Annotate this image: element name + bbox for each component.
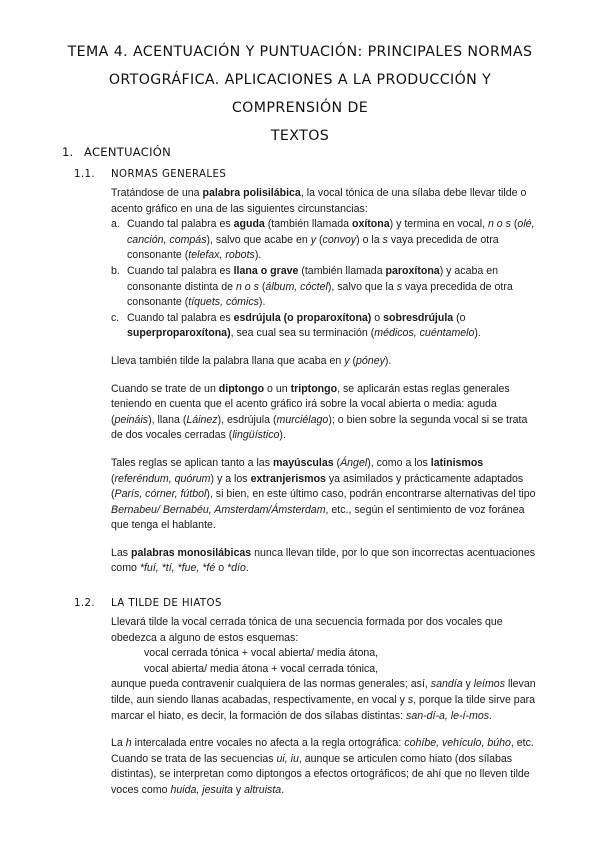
title-line-3: TEXTOS: [270, 128, 330, 144]
document-title: [60, 38, 540, 150]
paragraph-hiato-intro: Llevará tilde la vocal cerrada tónica de una secuencia formada por dos vocales que obedezca a alguno de estos esquemas:: [111, 616, 503, 644]
paragraph-mayusculas: Tales reglas se aplican tanto a las mayúsculas (Ángel), como a los latinismos (referéndum, quórum) y a los extranjerismos ya asimilados y prácticamente adaptados (París, córner, fútbol), si bien, en este último caso, podrán encontrarse alternativas del tipo Bernabeu/ Bernabéu, Amsterdam/Ámsterdam, etc., según el sentimiento de voz foránea que tenga el hablante.: [111, 456, 536, 532]
section-title: ACENTUACIÓN: [84, 145, 172, 159]
tilde-hiatos-body: [111, 615, 541, 799]
paragraph-diptongo: Cuando se trate de un diptongo o un triptongo, se aplicarán estas reglas generales teniendo en cuenta que el acento gráfico irá sobre la vocal abierta o media: aguda (peináis), llana (Láinez), esdrújula (murciélago); o bien sobre la segunda vocal si se trata de dos vocales cerradas (lingüístico).: [111, 382, 528, 442]
subsection-title: NORMAS GENERALES: [111, 169, 227, 180]
subsection-number: 1.1.: [74, 169, 96, 180]
paragraph-monosilabicas: Las palabras monosilábicas nunca llevan tilde, por lo que son incorrectas acentuaciones como *fuí, *tí, *fue, *fé o *dío.: [111, 546, 536, 575]
section-heading-acentuacion: [62, 145, 171, 159]
rules-list: [111, 217, 541, 342]
subsection-number: 1.2.: [74, 598, 96, 609]
paragraph-llana-y: Lleva también tilde la palabra llana que acaba en y (póney).: [111, 354, 392, 367]
subsection-heading-tilde-hiatos: [74, 598, 222, 609]
list-item-a: a. Cuando tal palabra es aguda (también llamada oxítona) y termina en vocal, n o s (olé, canción, compás), salvo que acabe en y (convoy) o la s vaya precedida de otra consonante (telefax, robots).: [111, 218, 535, 262]
paragraph-h-intercalada: La h intercalada entre vocales no afecta a la regla ortográfica: cohíbe, vehículo, búho, etc. Cuando se trata de las secuencias ui, iu, aunque se articulen como hiato (dos sílabas distintas), se interpretan como diptongos a efectos ortográficos; de ahí que no lleven tilde voces como huida, jesuita y altruista.: [111, 737, 534, 796]
title-line-1: TEMA 4. ACENTUACIÓN Y PUNTUACIÓN: PRINCIPALES NORMAS: [67, 44, 533, 60]
scheme-line-1: vocal cerrada tónica + vocal abierta/ media átona,: [144, 647, 379, 660]
normas-generales-body: [111, 186, 541, 577]
subsection-title: LA TILDE DE HIATOS: [111, 598, 222, 609]
list-item-c: c. Cuando tal palabra es esdrújula (o proparoxítona) o sobresdrújula (o superproparoxítona), sea cual sea su terminación (médicos, cuéntamelo).: [111, 311, 481, 340]
scheme-line-2: vocal abierta/ media átona + vocal cerrada tónica,: [144, 662, 379, 675]
section-number: 1.: [62, 145, 74, 159]
paragraph-intro: Tratándose de una palabra polisilábica, la vocal tónica de una sílaba debe llevar tilde o acento gráfico en una de las siguientes circunstancias:: [111, 187, 527, 215]
title-line-2: ORTOGRÁFICA. APLICACIONES A LA PRODUCCIÓN Y COMPRENSIÓN DE: [108, 72, 492, 116]
list-item-b: b. Cuando tal palabra es llana o grave (también llamada paroxítona) y acaba en consonante distinta de n o s (álbum, cóctel), salvo que la s vaya precedida de otra consonante (tíquets, cómics).: [111, 264, 513, 309]
paragraph-hiato-explanation: aunque pueda contravenir cualquiera de las normas generales; así, sandía y leímos llevan tilde, aun siendo llanas acabadas, respectivamente, en vocal y s, porque la tilde sirve para marcar el hiato, es decir, la formación de dos sílabas distintas: san-dí-a, le-í-mos.: [111, 678, 536, 722]
subsection-heading-normas-generales: [74, 169, 226, 180]
